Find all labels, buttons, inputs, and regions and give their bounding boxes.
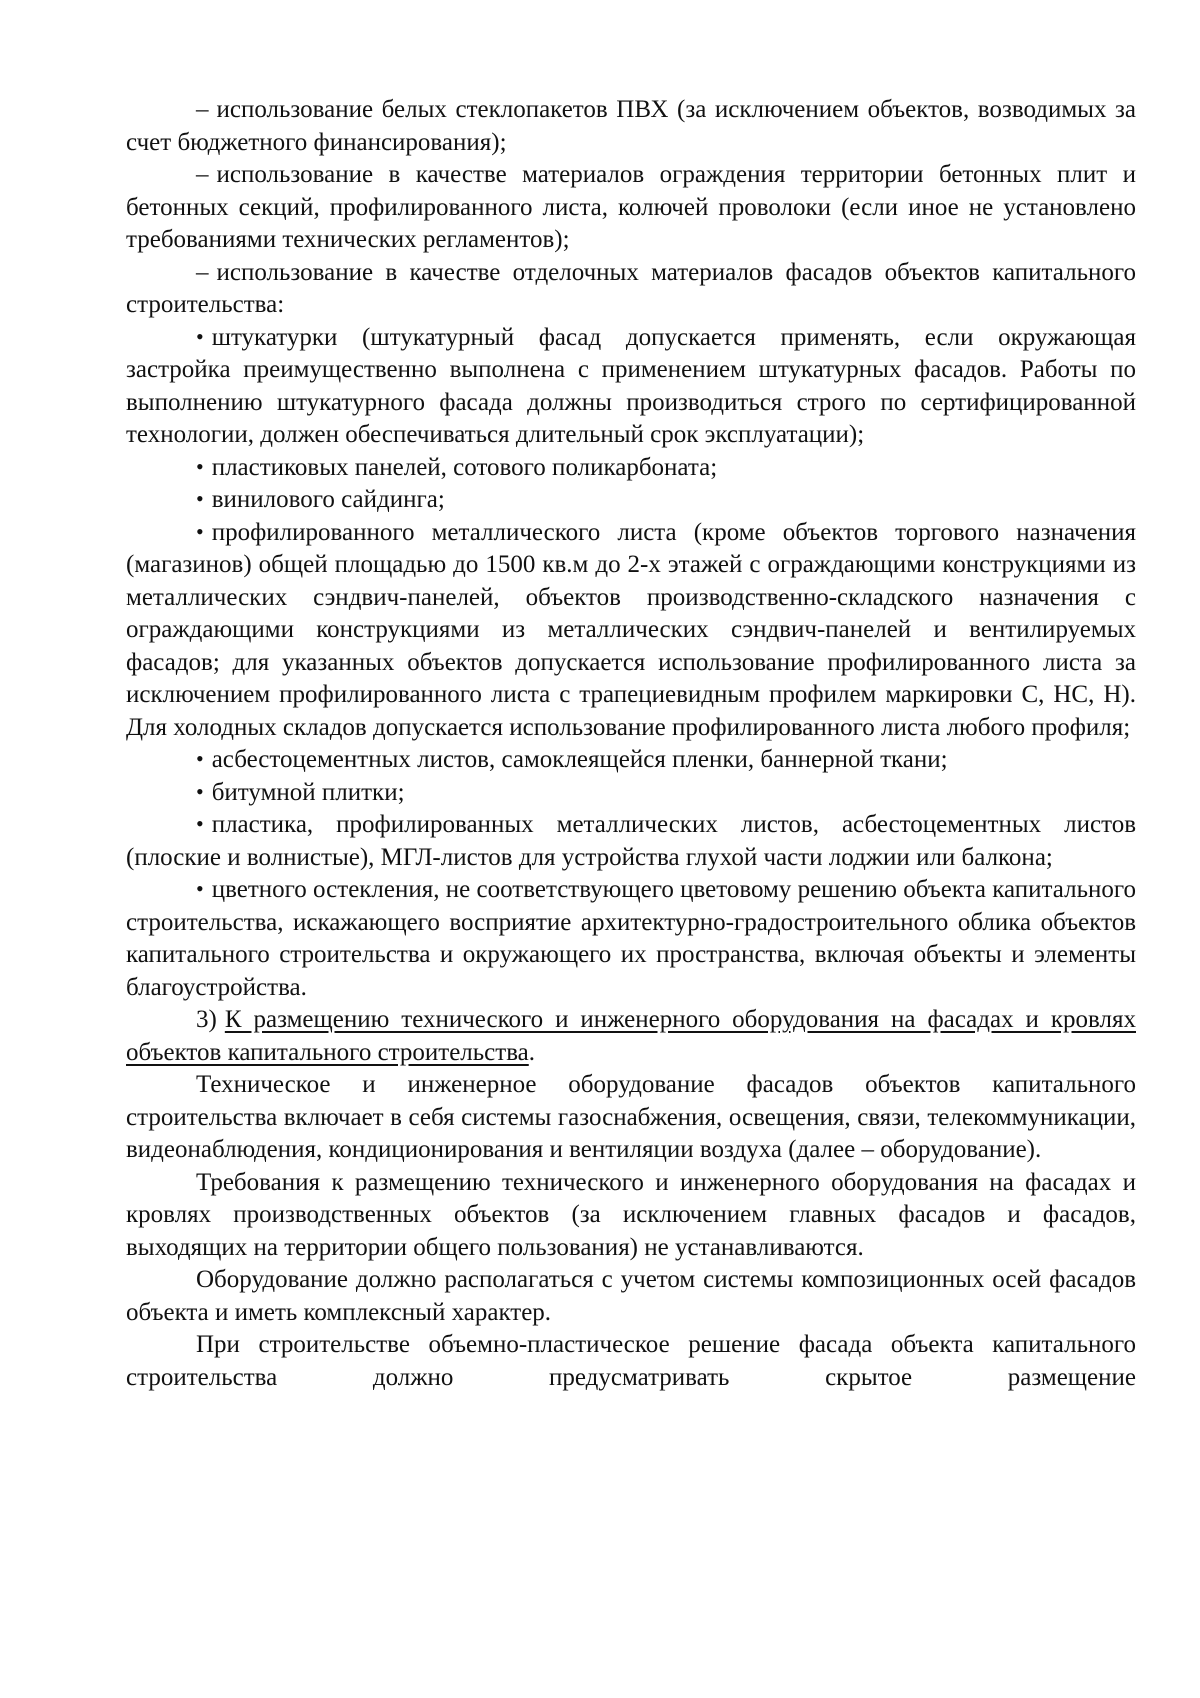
document-page [126,94,1136,1394]
bullet-marker: • [196,518,204,544]
dash-item [126,159,1136,257]
dash-item-text: использование в качестве отделочных материалов фасадов объектов капитального строительства: [126,258,1136,318]
bullet-item [126,484,1136,517]
section-heading-text: К размещению технического и инженерного оборудования на фасадах и кровлях объектов капитального строительства [126,1006,1136,1066]
bullet-item-text: битумной плитки; [211,778,405,806]
dash-marker: – [196,161,209,188]
bullet-item [126,809,1136,874]
section-3-heading [126,1004,1136,1069]
dash-item-text: использование в качестве материалов ограждения территории бетонных плит и бетонных секций, профилированного листа, колючей проволоки (если иное не установлено требованиями технических регламентов); [126,161,1136,253]
bullet-item-text: винилового сайдинга; [211,486,445,513]
bullet-item [126,517,1136,745]
dash-marker: – [196,258,209,286]
bullet-item [126,777,1136,810]
paragraph: Техническое и инженерное оборудование фасадов объектов капитального строительства включает в себя системы газоснабжения, освещения, связи, телекоммуникации, видеонаблюдения, кондиционирования и вентиляции воздуха (далее – оборудование). [126,1071,1136,1163]
dash-marker: – [196,96,209,123]
bullet-item [126,744,1136,777]
bullet-item-text: пластиковых панелей, сотового поликарбоната; [211,453,718,481]
dash-item [126,94,1136,159]
section-heading-end: . [528,1038,536,1066]
bullet-marker: • [196,876,204,901]
dash-item [126,257,1136,322]
bullet-marker: • [196,811,204,836]
bullet-marker: • [196,323,204,349]
paragraph: При строительстве объемно-пластическое решение фасада объекта капитального строительства должно предусматривать скрытое размещение [126,1331,1136,1391]
bullet-marker: • [196,746,204,771]
bullet-item-text: асбестоцементных листов, самоклеящейся пленки, баннерной ткани; [211,746,948,773]
bullet-item-text: профилированного металлического листа (кроме объектов торгового назначения (магазинов) общей площадью до 1500 кв.м до 2-х этажей с ограждающими конструкциями из металлических сэндвич-панелей, объектов производственно-складского назначения с ограждающими конструкциями из металлических сэндвич-панелей и вентилируемых фасадов; для указанных объектов допускается использование профилированного листа за исключением профилированного листа с трапециевидным профилем маркировки С, НС, Н). Для холодных складов допускается использование профилированного листа любого профиля; [126,518,1136,741]
bullet-marker: • [196,486,204,511]
bullet-marker: • [196,453,204,479]
bullet-item [126,452,1136,485]
paragraph: Требования к размещению технического и инженерного оборудования на фасадах и кровлях производственных объектов (за исключением главных фасадов и фасадов, выходящих на территории общего пользования) не устанавливаются. [126,1168,1136,1261]
bullet-item-text: пластика, профилированных металлических листов, асбестоцементных листов (плоские и волнистые), МГЛ-листов для устройства глухой части лоджии или балкона; [126,811,1136,871]
paragraph: Оборудование должно располагаться с учетом системы композиционных осей фасадов объекта и иметь комплексный характер. [126,1266,1136,1326]
bullet-item-text: штукатурки (штукатурный фасад допускается применять, если окружающая застройка преимущественно выполнена с применением штукатурных фасадов. Работы по выполнению штукатурного фасада должны производиться строго по сертифицированной технологии, должен обеспечиваться длительный срок эксплуатации); [126,323,1136,448]
bullet-item-text: цветного остекления, не соответствующего цветовому решению объекта капитального строительства, искажающего восприятие архитектурно-градостроительного облика объектов капитального строительства и окружающего их пространства, включая объекты и элементы благоустройства. [126,876,1136,1001]
dash-item-text: использование белых стеклопакетов ПВХ (за исключением объектов, возводимых за счет бюджетного финансирования); [126,96,1136,156]
section-number: 3) [196,1006,217,1033]
bullet-item [126,322,1136,452]
bullet-marker: • [196,778,204,804]
bullet-item [126,874,1136,1004]
